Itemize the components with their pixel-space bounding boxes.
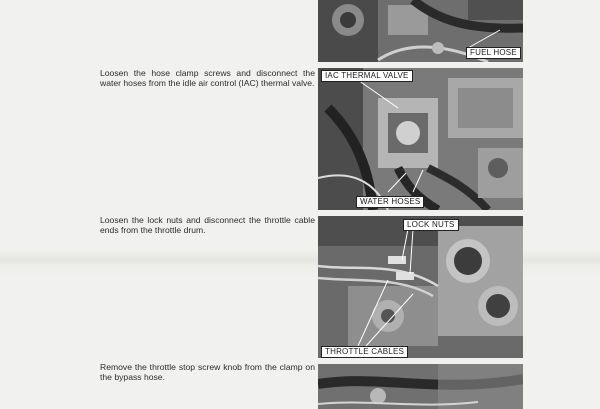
step-text-water-hoses: Loosen the hose clamp screws and disconnect the water hoses from the idle air control (IAC) thermal valve. — [100, 68, 315, 89]
photo-fuel-hose — [318, 0, 523, 62]
step-text-throttle-stop-knob: Remove the throttle stop screw knob from the clamp on the bypass hose. — [100, 362, 315, 383]
callout-lock-nuts: LOCK NUTS — [403, 219, 459, 231]
photo-bypass-hose — [318, 364, 523, 409]
callout-water-hoses: WATER HOSES — [356, 196, 424, 208]
photo-iac-thermal-valve — [318, 68, 523, 210]
callout-iac-thermal-valve: IAC THERMAL VALVE — [321, 70, 413, 82]
callout-fuel-hose: FUEL HOSE — [466, 47, 521, 59]
photo-throttle-cables — [318, 216, 523, 358]
callout-throttle-cables: THROTTLE CABLES — [321, 346, 408, 358]
step-text-throttle-cables: Loosen the lock nuts and disconnect the throttle cable ends from the throttle drum. — [100, 215, 315, 236]
